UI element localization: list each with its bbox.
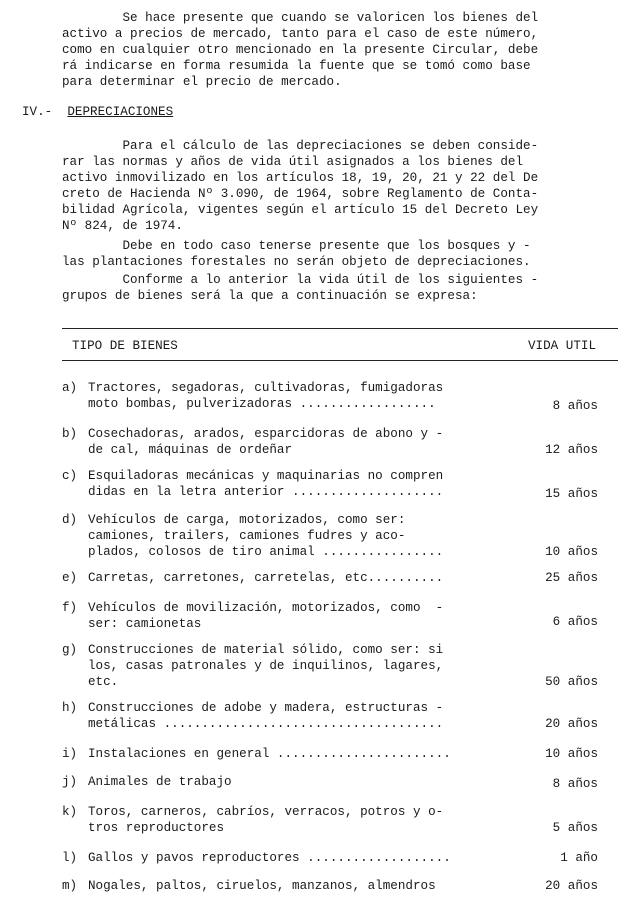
row-useful-life: 10 años — [545, 747, 598, 761]
row-useful-life: 50 años — [545, 675, 598, 689]
section-number: IV.- — [22, 105, 53, 119]
row-description: Nogales, paltos, ciruelos, manzanos, almendros — [88, 879, 436, 893]
table-top-rule — [62, 328, 618, 329]
row-description: Toros, carneros, cabríos, verracos, potros y o- tros reproductores — [88, 805, 444, 835]
row-useful-life: 25 años — [545, 571, 598, 585]
column-header-type: TIPO DE BIENES — [72, 339, 178, 353]
row-useful-life: 20 años — [545, 717, 598, 731]
useful-life-paragraph: Conforme a lo anterior la vida útil de los siguientes - grupos de bienes será la que a continuación se expresa: — [62, 273, 539, 303]
row-label: h) — [62, 701, 78, 715]
row-useful-life: 10 años — [545, 545, 598, 559]
forest-paragraph: Debe en todo caso tenerse presente que los bosques y - las plantaciones forestales no serán objeto de depreciaciones. — [62, 239, 531, 269]
intro-paragraph: Se hace presente que cuando se valoricen los bienes del activo a precios de mercado, tanto para el caso de este número, como en cualquier otro mencionado en la presente Circular, debe rá indicarse en forma resumida la fuente que se tomó como base para determinar el precio de mercado. — [62, 11, 539, 89]
section-title: DEPRECIACIONES — [67, 105, 174, 119]
table-header-rule — [62, 360, 618, 361]
depreciation-paragraph: Para el cálculo de las depreciaciones se deben conside- rar las normas y años de vida útil asignados a los bienes del activo inmovilizado en los artículos 18, 19, 20, 21 y 22 del De creto de Hacienda Nº 3.090, de 1964, sobre Reglamento de Conta- bilidad Agrícola, vigentes según el artículo 15 del Decreto Ley Nº 824, de 1974. — [62, 139, 539, 233]
section-heading — [22, 104, 173, 120]
row-useful-life: 8 años — [552, 777, 598, 791]
row-description: Vehículos de carga, motorizados, como ser: camiones, trailers, camiones fudres y aco- plados, colosos de tiro animal ................ — [88, 513, 444, 559]
row-useful-life: 6 años — [552, 615, 598, 629]
row-label: f) — [62, 601, 78, 615]
row-label: j) — [62, 775, 78, 789]
row-description: Vehículos de movilización, motorizados, como - ser: camionetas — [88, 601, 444, 631]
row-label: m) — [62, 879, 78, 893]
row-useful-life: 12 años — [545, 443, 598, 457]
row-label: d) — [62, 513, 78, 527]
row-label: c) — [62, 469, 78, 483]
column-header-life: VIDA UTIL — [528, 339, 597, 353]
row-useful-life: 1 año — [560, 851, 598, 865]
row-useful-life: 20 años — [545, 879, 598, 893]
row-label: l) — [62, 851, 78, 865]
row-label: i) — [62, 747, 78, 761]
row-description: Esquiladoras mecánicas y maquinarias no compren didas en la letra anterior .................... — [88, 469, 444, 499]
row-useful-life: 15 años — [545, 487, 598, 501]
row-description: Construcciones de material sólido, como ser: si los, casas patronales y de inquilinos, lagares, etc. — [88, 643, 444, 689]
row-description: Gallos y pavos reproductores ................... — [88, 851, 451, 865]
row-description: Animales de trabajo — [88, 775, 232, 789]
row-useful-life: 5 años — [552, 821, 598, 835]
row-label: b) — [62, 427, 78, 441]
row-description: Carretas, carretones, carretelas, etc.......... — [88, 571, 444, 585]
row-description: Tractores, segadoras, cultivadoras, fumigadoras moto bombas, pulverizadoras .................. — [88, 381, 444, 411]
row-description: Instalaciones en general ....................... — [88, 747, 451, 761]
row-label: a) — [62, 381, 78, 395]
row-label: g) — [62, 643, 78, 657]
row-label: k) — [62, 805, 78, 819]
row-description: Cosechadoras, arados, esparcidoras de abono y - de cal, máquinas de ordeñar — [88, 427, 444, 457]
row-useful-life: 8 años — [552, 399, 598, 413]
row-label: e) — [62, 571, 78, 585]
row-description: Construcciones de adobe y madera, estructuras - metálicas ..................................... — [88, 701, 444, 731]
